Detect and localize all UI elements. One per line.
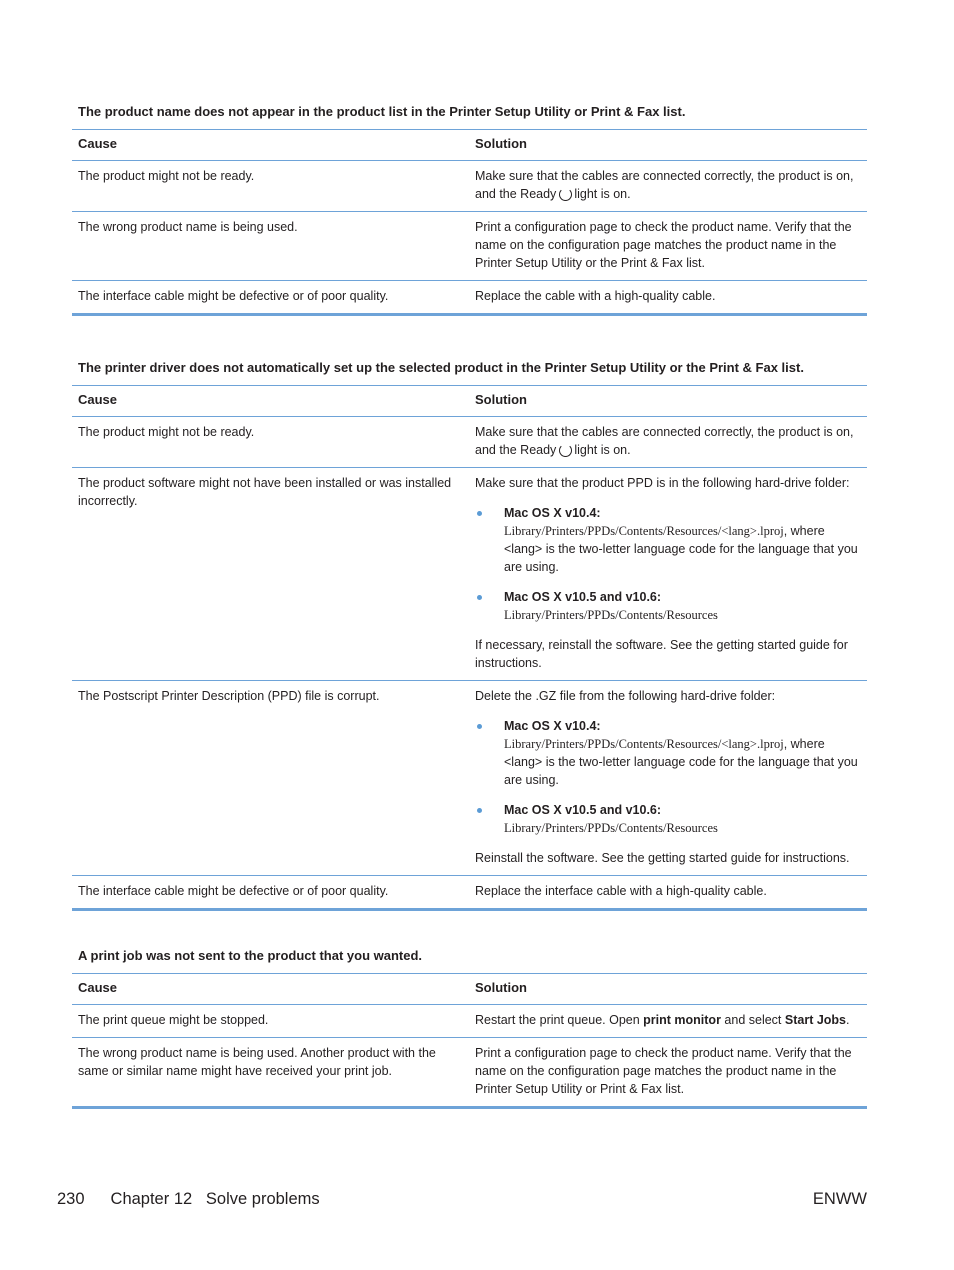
footer-right-label: ENWW <box>812 1190 867 1208</box>
bullet-icon <box>477 724 482 729</box>
os-version-label: Mac OS X v10.4: <box>504 719 601 733</box>
path-note: , where <lang> is the two-letter language code for the language that you are using. <box>504 737 858 787</box>
folder-path: Library/Printers/PPDs/Contents/Resources <box>504 821 718 835</box>
table-row <box>72 417 867 468</box>
os-version-label: Mac OS X v10.5 and v10.6: <box>504 803 662 817</box>
cause-cell: The interface cable might be defective or of poor quality. <box>72 281 469 315</box>
folder-path: Library/Printers/PPDs/Contents/Resources <box>504 608 718 622</box>
solution-cell: Replace the interface cable with a high-quality cable. <box>469 876 867 910</box>
list-item <box>475 504 861 576</box>
cause-header: Cause <box>72 386 469 417</box>
bullet-icon <box>477 511 482 516</box>
solution-intro: Delete the .GZ file from the following hard-drive folder: <box>475 689 776 703</box>
solution-text: and select <box>720 1013 785 1027</box>
chapter-title: Chapter 12 Solve problems <box>110 1190 320 1208</box>
section-title: A print job was not sent to the product that you wanted. <box>78 948 423 963</box>
section-driver-setup <box>72 359 867 911</box>
section-product-name-missing <box>72 103 867 316</box>
table-row <box>72 161 867 212</box>
table-header-row <box>72 386 867 417</box>
table-row <box>72 281 867 315</box>
solution-outro: Reinstall the software. See the getting started guide for instructions. <box>475 851 850 865</box>
bullet-icon <box>477 808 482 813</box>
solution-cell <box>469 161 867 212</box>
os-version-label: Mac OS X v10.4: <box>504 506 601 520</box>
cause-cell: The wrong product name is being used. <box>72 212 469 281</box>
solution-cell: Print a configuration page to check the product name. Verify that the name on the configuration page matches the product name in the Printer Setup Utility or the Print & Fax list. <box>469 212 867 281</box>
solution-text: light is on. <box>574 443 631 457</box>
ready-light-icon <box>559 444 572 457</box>
solution-text: Restart the print queue. Open <box>475 1013 644 1027</box>
table-header-row <box>72 974 867 1005</box>
cause-cell: The print queue might be stopped. <box>72 1005 469 1038</box>
folder-list <box>475 717 861 837</box>
solution-intro: Make sure that the product PPD is in the following hard-drive folder: <box>475 476 850 490</box>
cause-cell: The product might not be ready. <box>72 417 469 468</box>
folder-list <box>475 504 861 624</box>
solution-text: Make sure that the cables are connected correctly, the product is on, and the Ready <box>475 425 854 457</box>
solution-outro: If necessary, reinstall the software. See the getting started guide for instructions. <box>475 638 848 670</box>
troubleshooting-table <box>72 129 867 316</box>
solution-text: Make sure that the cables are connected correctly, the product is on, and the Ready <box>475 169 854 201</box>
solution-cell <box>469 417 867 468</box>
section-print-job-misrouted <box>72 947 867 1109</box>
solution-cell <box>469 1005 867 1038</box>
cause-cell: The Postscript Printer Description (PPD) file is corrupt. <box>72 681 469 876</box>
solution-text: . <box>846 1013 850 1027</box>
table-row <box>72 1005 867 1038</box>
solution-header: Solution <box>469 386 867 417</box>
cause-cell: The product might not be ready. <box>72 161 469 212</box>
solution-cell: Print a configuration page to check the product name. Verify that the name on the configuration page matches the product name in the Printer Setup Utility or Print & Fax list. <box>469 1038 867 1108</box>
table-row <box>72 876 867 910</box>
list-item <box>475 588 861 624</box>
os-version-label: Mac OS X v10.5 and v10.6: <box>504 590 662 604</box>
cause-cell: The wrong product name is being used. Another product with the same or similar name might have received your print job. <box>72 1038 469 1108</box>
solution-text: light is on. <box>574 187 631 201</box>
bullet-icon <box>477 595 482 600</box>
table-row <box>72 468 867 681</box>
cause-header: Cause <box>72 130 469 161</box>
solution-cell: Replace the cable with a high-quality cable. <box>469 281 867 315</box>
folder-path: Library/Printers/PPDs/Contents/Resources/<lang>.lproj <box>504 524 784 538</box>
start-jobs-term: Start Jobs <box>784 1013 847 1027</box>
section-title: The printer driver does not automatically set up the selected product in the Printer Setup Utility or the Print & Fax list. <box>78 360 804 375</box>
table-row <box>72 212 867 281</box>
solution-cell <box>469 468 867 681</box>
cause-cell: The product software might not have been installed or was installed incorrectly. <box>72 468 469 681</box>
page-number: 230 <box>57 1190 85 1208</box>
cause-header: Cause <box>72 974 469 1005</box>
table-header-row <box>72 130 867 161</box>
ready-light-icon <box>559 188 572 201</box>
solution-header: Solution <box>469 974 867 1005</box>
folder-path: Library/Printers/PPDs/Contents/Resources/<lang>.lproj <box>504 737 784 751</box>
solution-cell <box>469 681 867 876</box>
table-row <box>72 1038 867 1108</box>
troubleshooting-table <box>72 973 867 1109</box>
table-row <box>72 681 867 876</box>
list-item <box>475 801 861 837</box>
troubleshooting-table <box>72 385 867 911</box>
path-note: , where <lang> is the two-letter language code for the language that you are using. <box>504 524 858 574</box>
solution-header: Solution <box>469 130 867 161</box>
page-footer <box>57 1188 867 1210</box>
cause-cell: The interface cable might be defective or of poor quality. <box>72 876 469 910</box>
section-title: The product name does not appear in the product list in the Printer Setup Utility or Print & Fax list. <box>78 104 686 119</box>
print-monitor-term: print monitor <box>643 1013 721 1027</box>
list-item <box>475 717 861 789</box>
